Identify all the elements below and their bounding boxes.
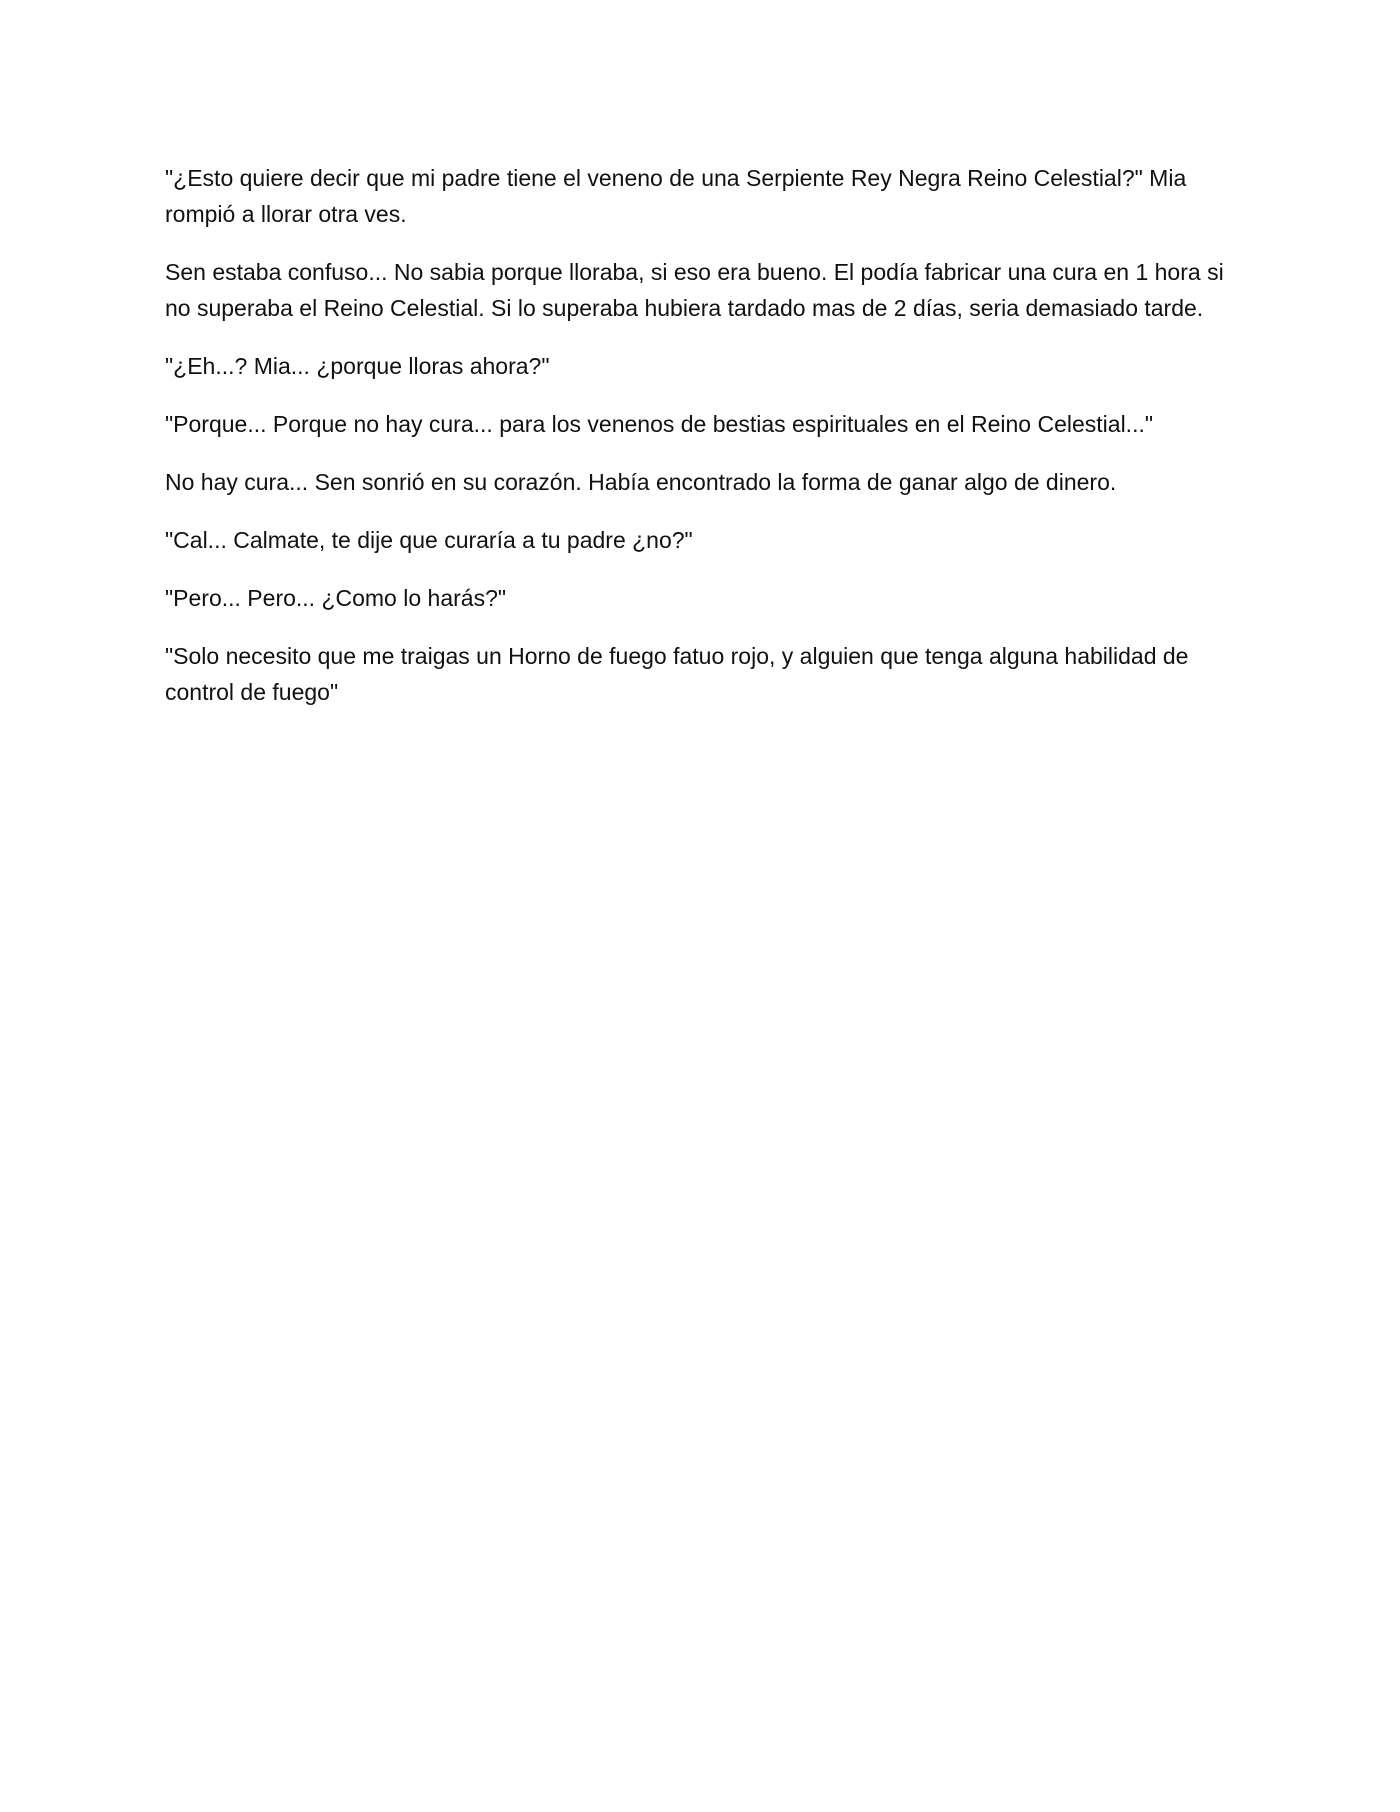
paragraph-1: "¿Esto quiere decir que mi padre tiene el veneno de una Serpiente Rey Negra Reino Celestial?" Mia rompió a llorar otra ves. bbox=[165, 165, 1187, 227]
paragraph-3: "¿Eh...? Mia... ¿porque lloras ahora?" bbox=[165, 353, 550, 379]
paragraph-5: No hay cura... Sen sonrió en su corazón. Había encontrado la forma de ganar algo de dinero. bbox=[165, 469, 1117, 495]
paragraph-4: "Porque... Porque no hay cura... para los venenos de bestias espirituales en el Reino Celestial..." bbox=[165, 411, 1154, 437]
paragraph-8: "Solo necesito que me traigas un Horno de fuego fatuo rojo, y alguien que tenga alguna habilidad de control de fuego" bbox=[165, 643, 1189, 705]
paragraph-6: "Cal... Calmate, te dije que curaría a tu padre ¿no?" bbox=[165, 527, 693, 553]
paragraph-2: Sen estaba confuso... No sabia porque lloraba, si eso era bueno. El podía fabricar una cura en 1 hora si no superaba el Reino Celestial. Si lo superaba hubiera tardado mas de 2 días, seria demasiado tarde. bbox=[165, 259, 1224, 321]
paragraph-7: "Pero... Pero... ¿Como lo harás?" bbox=[165, 585, 507, 611]
document-body bbox=[165, 160, 1225, 732]
